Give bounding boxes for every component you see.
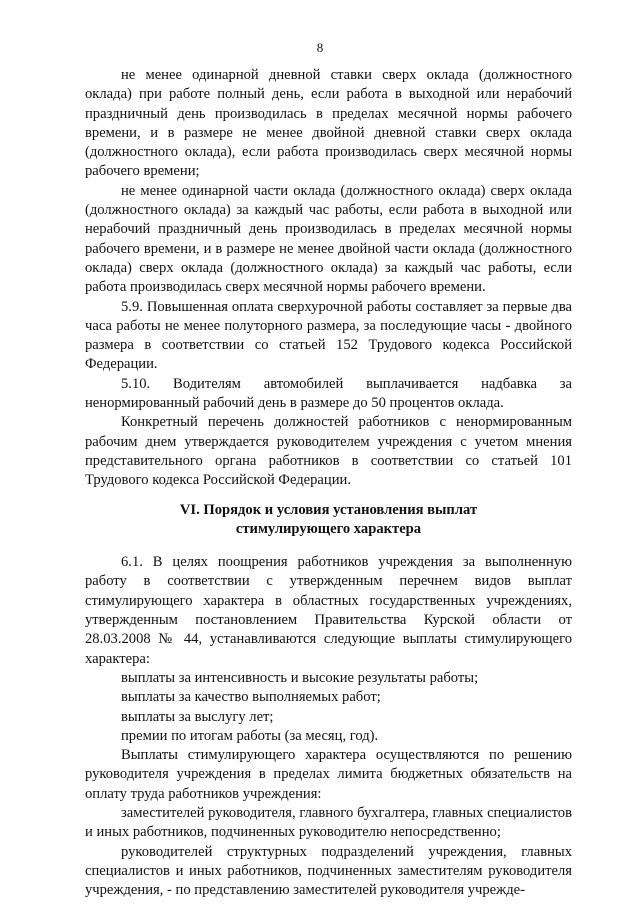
paragraph: 5.9. Повышенная оплата сверхурочной работы составляет за первые два часа работы не менее полуторного размера, за последующие часы - двойного размера в соответствии со статьей 152 Трудового кодекса Российской Федерации. (85, 298, 572, 373)
list-item: руководителей структурных подразделений учреждения, главных специалистов и иных работников, подчиненных заместителям руководителя учреждения, - по представлению заместителей руководителя учрежде- (85, 843, 572, 899)
paragraph: не менее одинарной дневной ставки сверх оклада (должностного оклада) при работе полный день, если работа в выходной или нерабочий праздничный день производилась в пределах месячной нормы рабочего времени, и в размере не менее двойной дневной ставки сверх оклада (должностного оклада), если работа производилась сверх месячной нормы рабочего времени; (85, 67, 572, 180)
list-item: выплаты за интенсивность и высокие результаты работы; (121, 669, 479, 686)
paragraph: Конкретный перечень должностей работников с ненормированным рабочим днем утверждается руководителем учреждения с учетом мнения представительного органа работников в соответствии со статьей 101 Трудового кодекса Российской Федерации. (85, 414, 572, 489)
paragraph: 6.1. В целях поощрения работников учреждения за выполненную работу в соответствии с утвержденным перечнем видов выплат стимулирующего характера в областных государственных учреждениях, утвержденным постановлением Правительства Курской области от 28.03.2008 № 44, устанавливаются следующие выплаты стимулирующего характера: (85, 554, 572, 667)
paragraph: не менее одинарной части оклада (должностного оклада) сверх оклада (должностного оклада) за каждый час работы, если работа в выходной или нерабочий праздничный день производилась в пределах месячной нормы рабочего времени, и в размере не менее двойной части оклада (должностного оклада) сверх оклада (должностного оклада) за каждый час работы, если работа производилась сверх месячной нормы рабочего времени. (85, 182, 572, 296)
list-item: заместителей руководителя, главного бухгалтера, главных специалистов и иных работников, подчиненных руководителю непосредственно; (85, 804, 572, 841)
section-heading (85, 501, 572, 540)
list-item: премии по итогам работы (за месяц, год). (121, 727, 379, 744)
section-heading-line2: стимулирующего характера (235, 520, 422, 537)
section-heading-line1: VI. Порядок и условия установления выплат (179, 501, 478, 518)
paragraph: 5.10. Водителям автомобилей выплачивается надбавка за ненормированный рабочий день в размере до 50 процентов оклада. (85, 375, 572, 412)
list-item: выплаты за выслугу лет; (121, 708, 274, 725)
list-item: выплаты за качество выполняемых работ; (121, 689, 381, 706)
paragraph: Выплаты стимулирующего характера осуществляются по решению руководителя учреждения в пределах лимита бюджетных обязательств на оплату труда работников учреждения: (85, 747, 572, 802)
document-body (85, 66, 572, 900)
page-number: 8 (316, 40, 324, 55)
